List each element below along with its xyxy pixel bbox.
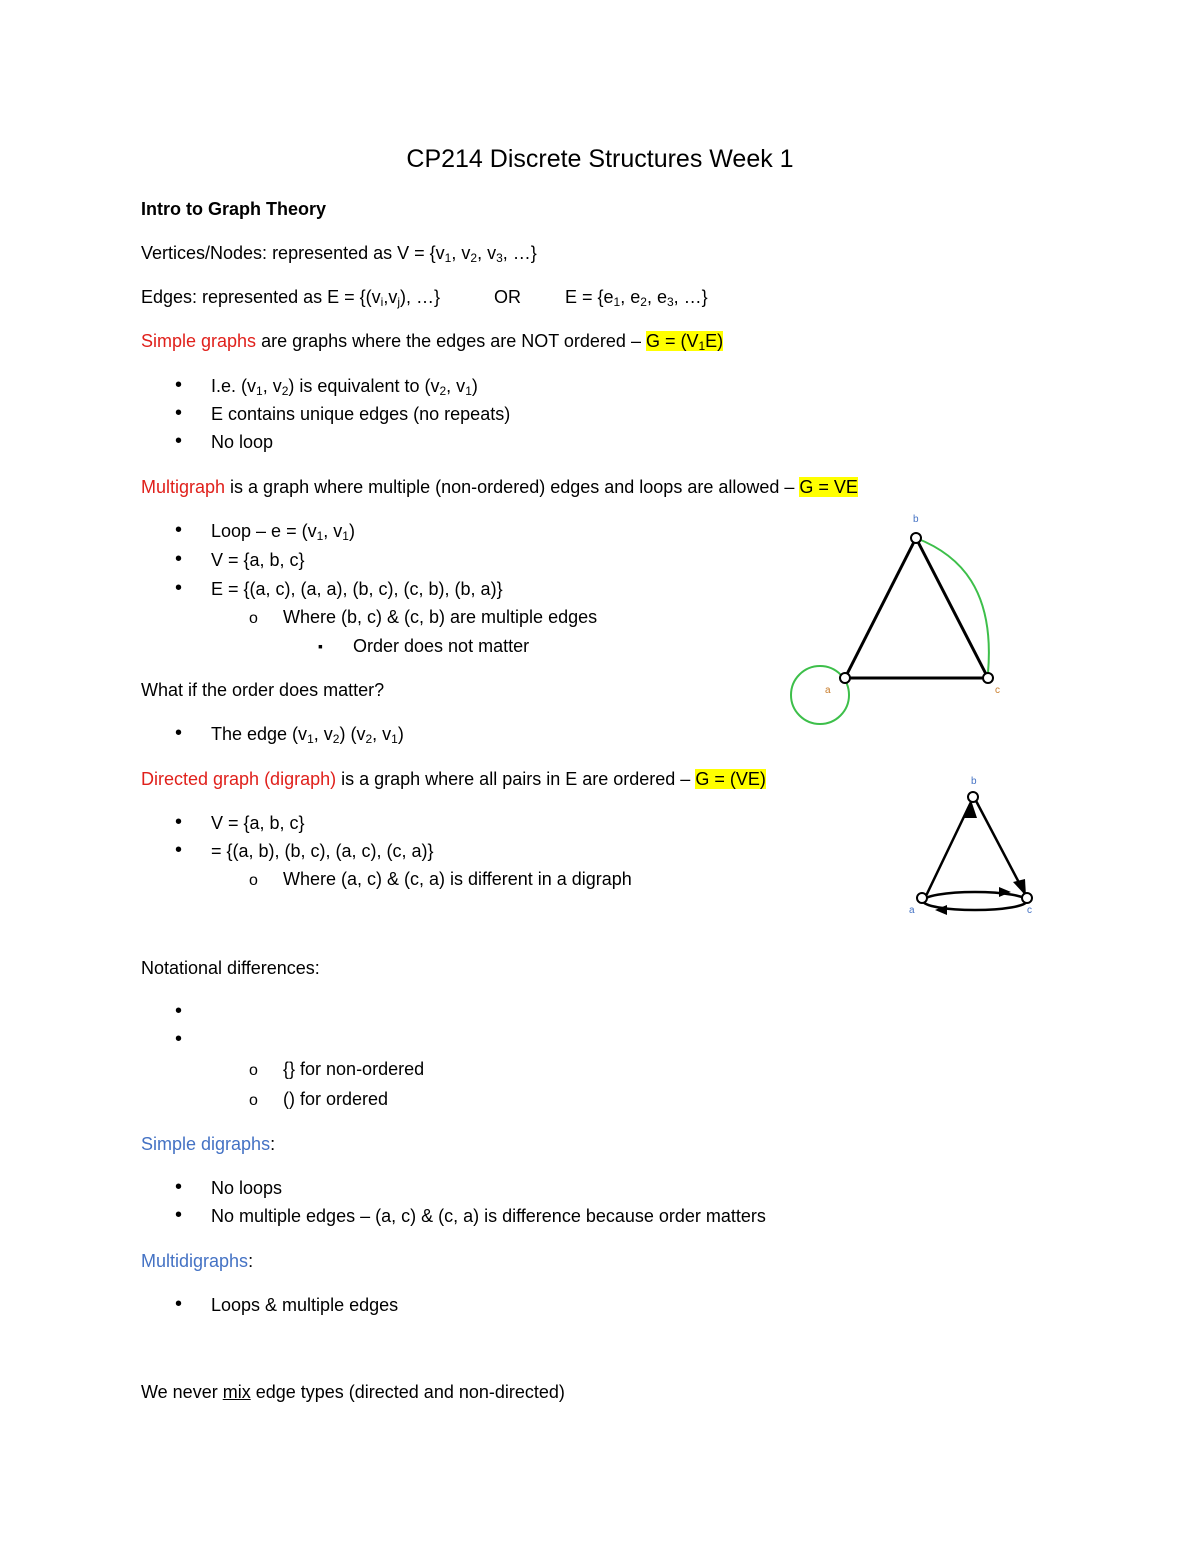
bullet-icon <box>175 430 182 452</box>
node-c <box>983 673 993 683</box>
edge-ab <box>845 538 916 678</box>
bullet-icon <box>175 548 182 570</box>
section-heading: Intro to Graph Theory <box>141 199 327 219</box>
multigraph-term: Multigraph <box>141 477 226 497</box>
node-b <box>968 792 978 802</box>
digraph-bullet-edges: = {(a, b), (b, c), (a, c), (c, a)} <box>211 841 434 861</box>
simple-digraphs-heading: Simple digraphs: <box>141 1134 276 1154</box>
vertices-definition: Vertices/Nodes: represented as $V = \{v_1$, $v_2$, $v_3$, …} <box>141 243 537 265</box>
simple-graph-formula: $G = (V_1E)$ <box>645 331 724 353</box>
simple-graph-definition: Simple graphs are graphs where the edges are NOT ordered – $G = (V_1E)$ <box>141 331 724 353</box>
bullet-icon <box>175 1293 182 1315</box>
multi-bullet-vertices: V = {a, b, c} <box>211 550 305 570</box>
label-b: b <box>971 776 977 787</box>
simple-bullet-noloop: No loop <box>211 432 274 452</box>
node-a <box>840 673 850 683</box>
multi-bullet-loop: Loop – $e = (v_1$, $v_1$) <box>211 521 355 543</box>
edge-ac-ca <box>923 892 1027 910</box>
digraph-term: Directed graph (digraph) <box>141 769 337 789</box>
multi-bullet-edges: E = {(a, c), (a, a), (b, c), (c, b), (b, a)} <box>211 579 503 599</box>
multigraph-diagram <box>785 505 1045 725</box>
bullet-icon <box>175 1176 182 1198</box>
label-b: b <box>913 514 919 525</box>
multidigraphs-bullet: Loops & multiple edges <box>211 1295 399 1315</box>
simple-digraphs-noloops: No loops <box>211 1178 283 1198</box>
simple-digraphs-term: Simple digraphs <box>141 1134 271 1154</box>
notational-heading: Notational differences: <box>141 958 320 978</box>
multi-subsub-order: Order does not matter <box>353 636 530 656</box>
simple-bullet-equivalence: I.e. ($v_1$, $v_2$) is equivalent to ($v_2$, $v_1$) <box>211 376 478 398</box>
bullet-icon <box>175 402 182 424</box>
bullet-icon <box>175 722 182 744</box>
bullet-icon <box>175 1028 182 1050</box>
bullet-icon <box>175 374 182 396</box>
multigraph-formula: G = VE <box>799 477 858 497</box>
multigraph-definition: Multigraph is a graph where multiple (non-ordered) edges and loops are allowed – G = VE <box>141 477 858 497</box>
bullet-icon <box>175 1000 182 1022</box>
node-b <box>911 533 921 543</box>
bullet-icon <box>175 577 182 599</box>
bullet-icon <box>175 839 182 861</box>
bullet-icon <box>175 1204 182 1226</box>
bullet-icon <box>175 519 182 541</box>
label-c: c <box>995 685 1000 696</box>
order-bullet-edge: The edge ($v_1$, $v_2$) ($v_2$, $v_1$) <box>211 724 404 746</box>
order-question: What if the order does matter? <box>141 680 385 700</box>
digraph-formula: G = (VE) <box>695 769 766 789</box>
digraph-diagram <box>905 770 1045 920</box>
digraph-sub-difference: Where (a, c) & (c, a) is different in a digraph <box>283 869 632 889</box>
page-title: CP214 Discrete Structures Week 1 <box>406 145 794 173</box>
edges-definition: Edges: represented as $E = \{(v_i,v_j)$, …} <box>141 287 441 309</box>
notational-non-ordered: {} for non-ordered <box>283 1059 425 1079</box>
sub-bullet-icon <box>249 868 258 892</box>
subsub-bullet-icon <box>318 634 323 657</box>
closing-statement: We never mix edge types (directed and non-directed) <box>141 1382 565 1402</box>
arrowhead-ab <box>963 800 977 818</box>
edge-bc <box>974 797 1025 894</box>
multi-sub-multiple-edges: Where (b, c) & (c, b) are multiple edges <box>283 607 598 627</box>
arrowhead-ac <box>999 887 1011 897</box>
simple-digraphs-nomultiple: No multiple edges – (a, c) & (c, a) is difference because order matters <box>211 1206 766 1226</box>
node-a <box>917 893 927 903</box>
digraph-bullet-vertices: V = {a, b, c} <box>211 813 305 833</box>
simple-bullet-unique: E contains unique edges (no repeats) <box>211 404 511 424</box>
simple-graphs-term: Simple graphs <box>141 331 257 351</box>
edges-or: OR <box>494 287 521 307</box>
sub-bullet-icon <box>249 606 258 630</box>
sub-bullet-icon <box>249 1058 258 1082</box>
label-c: c <box>1027 905 1032 916</box>
underlined-mix: mix <box>222 1382 251 1402</box>
sub-bullet-icon <box>249 1088 258 1112</box>
label-a: a <box>909 905 915 916</box>
multidigraphs-term: Multidigraphs <box>141 1251 249 1271</box>
digraph-definition: Directed graph (digraph) is a graph where all pairs in E are ordered – G = (VE) <box>141 769 766 789</box>
label-a: a <box>825 685 831 696</box>
multidigraphs-heading: Multidigraphs: <box>141 1251 254 1271</box>
bullet-icon <box>175 811 182 833</box>
node-c <box>1022 893 1032 903</box>
notational-ordered: () for ordered <box>283 1089 389 1109</box>
edges-alt-definition: $E = \{e_1$, $e_2$, $e_3$, …} <box>565 287 708 309</box>
